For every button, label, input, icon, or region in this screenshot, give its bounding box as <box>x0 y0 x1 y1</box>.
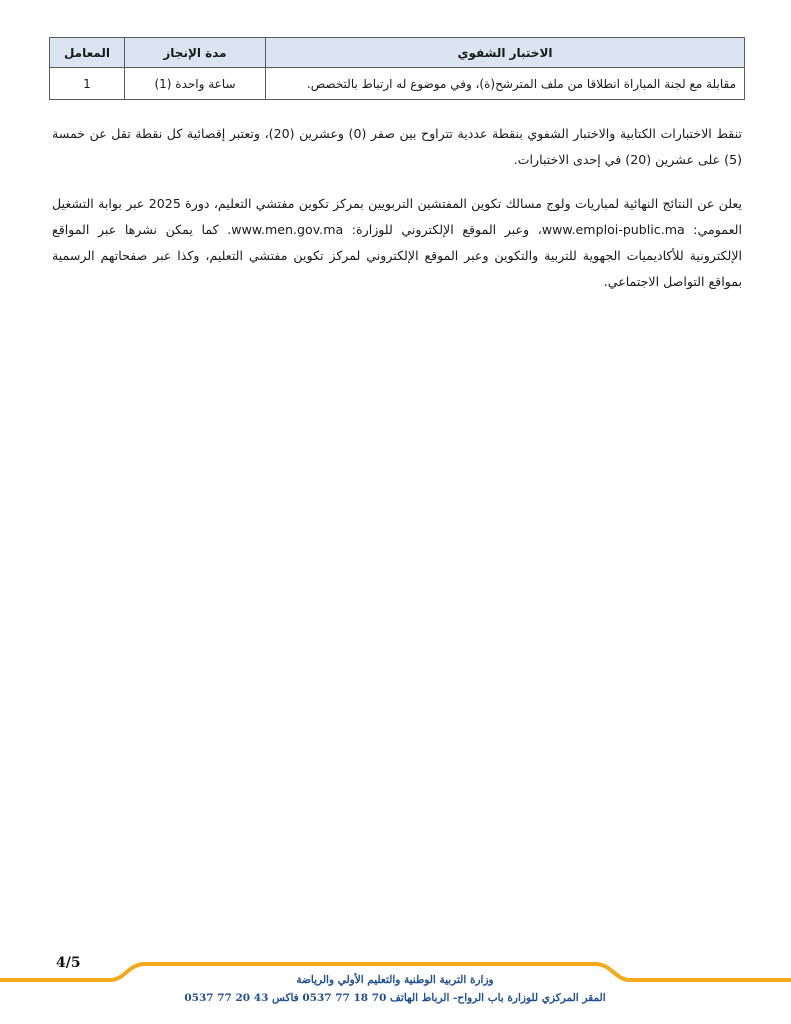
footer-ministry-name: وزارة التربية الوطنية والتعليم الأولي والرياضة <box>296 974 494 986</box>
exam-table <box>49 37 745 100</box>
footer-address: المقر المركزي للوزارة باب الرواح- الرباط الهاتف 70 18 77 0537 فاكس 43 20 77 0537 <box>184 992 606 1004</box>
results-paragraph: يعلن عن النتائج النهائية لمباريات ولوج مسالك تكوين المفتشين التربويين بمركز تكوين مفتشي التعليم، دورة 2025 عبر بوابة التشغيل العمومي: www.emploi-public.ma، وعبر الموقع الإلكتروني للوزارة: www.men.gov.ma. كما يمكن نشرها عبر المواقع الإلكترونية للأكاديميات الجهوية للتربية والتكوين وعبر الموقع الإلكتروني لمركز تكوين مفتشي التعليم، وكذا عبر صفحاتهم الرسمية بمواقع التواصل الاجتماعي. <box>52 196 742 289</box>
cell-oral-test: مقابلة مع لجنة المباراة انطلاقا من ملف المترشح(ة)، وفي موضوع له ارتباط بالتخصص. <box>266 68 745 100</box>
cell-coefficient: 1 <box>50 68 125 100</box>
page-number: 4/5 <box>56 955 81 971</box>
header-oral-test: الاختبار الشفوي <box>266 38 745 68</box>
cell-duration: ساعة واحدة (1) <box>125 68 266 100</box>
table-row <box>50 68 745 100</box>
header-duration: مدة الإنجاز <box>125 38 266 68</box>
header-coefficient: المعامل <box>50 38 125 68</box>
scoring-paragraph: تنقط الاختبارات الكتابية والاختبار الشفوي بنقطة عددية تتراوح بين صفر (0) وعشرين (20)، وتعتبر إقصائية كل نقطة تقل عن خمسة (5) على عشرين (20) في إحدى الاختبارات. <box>52 126 742 167</box>
table-header-row <box>50 38 745 68</box>
